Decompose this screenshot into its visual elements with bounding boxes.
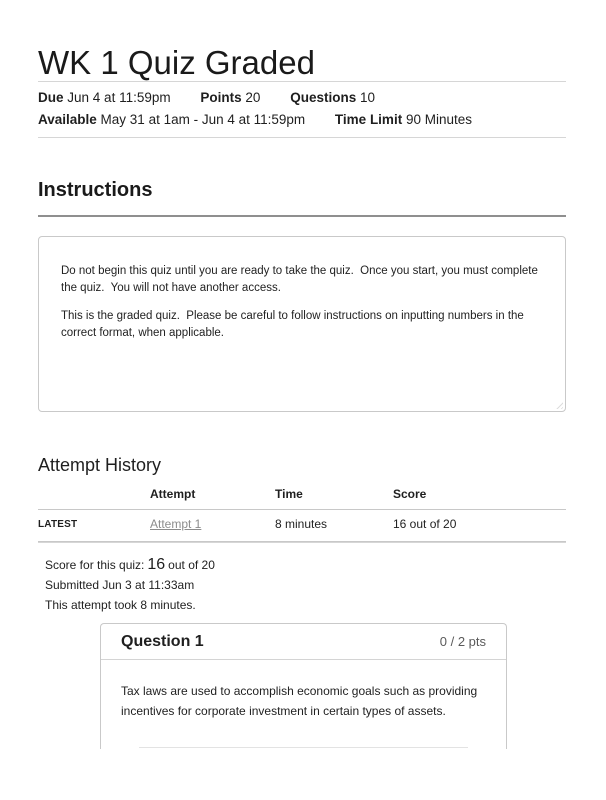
instructions-paragraph-1: Do not begin this quiz until you are ready to take the quiz. Once you start, you must complete the quiz. You will not have another access. bbox=[61, 265, 542, 294]
meta-due bbox=[38, 90, 171, 105]
due-value: Jun 4 at 11:59pm bbox=[67, 90, 171, 105]
duration-line: This attempt took 8 minutes. bbox=[45, 598, 196, 612]
question-text: Tax laws are used to accomplish economic goals such as providing incentives for corporate investment in certain types of assets. bbox=[121, 684, 478, 718]
attempt-cell bbox=[150, 510, 275, 542]
column-header-attempt: Attempt bbox=[150, 486, 275, 510]
instructions-heading: Instructions bbox=[38, 179, 566, 217]
points-value: 20 bbox=[245, 90, 261, 105]
questions-label: Questions bbox=[290, 90, 357, 105]
question-header bbox=[101, 624, 506, 660]
meta-time-limit bbox=[335, 112, 472, 127]
score-cell: 16 out of 20 bbox=[393, 510, 566, 542]
latest-badge: LATEST bbox=[38, 510, 150, 542]
meta-points bbox=[200, 90, 260, 105]
instructions-paragraph-2: This is the graded quiz. Please be careful to follow instructions on inputting numbers in the correct format, when applicable. bbox=[61, 310, 528, 339]
time-cell: 8 minutes bbox=[275, 510, 393, 542]
available-value: May 31 at 1am - Jun 4 at 11:59pm bbox=[100, 112, 306, 127]
attempt-table-row bbox=[38, 510, 566, 542]
column-header-time: Time bbox=[275, 486, 393, 510]
meta-questions bbox=[290, 90, 375, 105]
divider bbox=[38, 137, 566, 138]
due-label: Due bbox=[38, 90, 64, 105]
question-card bbox=[100, 623, 507, 749]
resize-handle-icon[interactable] bbox=[554, 400, 563, 409]
score-value: 16 bbox=[147, 556, 166, 573]
score-prefix: Score for this quiz: bbox=[45, 558, 145, 572]
attempt-1-link[interactable]: Attempt 1 bbox=[150, 517, 202, 531]
score-suffix: out of 20 bbox=[168, 558, 215, 572]
quiz-score-line bbox=[45, 555, 566, 575]
quiz-meta-row-1 bbox=[38, 87, 566, 109]
question-title: Question 1 bbox=[121, 633, 204, 650]
quiz-summary bbox=[38, 543, 566, 615]
points-label: Points bbox=[200, 90, 242, 105]
attempt-table-header-row bbox=[38, 486, 566, 510]
question-answer-divider bbox=[139, 747, 468, 748]
column-header-blank bbox=[38, 486, 150, 510]
question-body bbox=[101, 660, 506, 748]
question-points: 0 / 2 pts bbox=[439, 634, 486, 649]
quiz-meta-row-2 bbox=[38, 109, 566, 131]
page-title: WK 1 Quiz Graded bbox=[38, 44, 315, 81]
column-header-score: Score bbox=[393, 486, 566, 510]
time-limit-value: 90 Minutes bbox=[405, 112, 472, 127]
questions-value: 10 bbox=[359, 90, 376, 105]
attempt-history-table bbox=[38, 486, 566, 542]
quiz-meta bbox=[38, 82, 566, 137]
time-limit-label: Time Limit bbox=[334, 112, 403, 127]
available-label: Available bbox=[38, 112, 97, 127]
meta-available bbox=[38, 112, 305, 127]
submitted-line: Submitted Jun 3 at 11:33am bbox=[45, 578, 195, 592]
instructions-box bbox=[38, 236, 566, 412]
attempt-history-heading: Attempt History bbox=[38, 455, 162, 475]
